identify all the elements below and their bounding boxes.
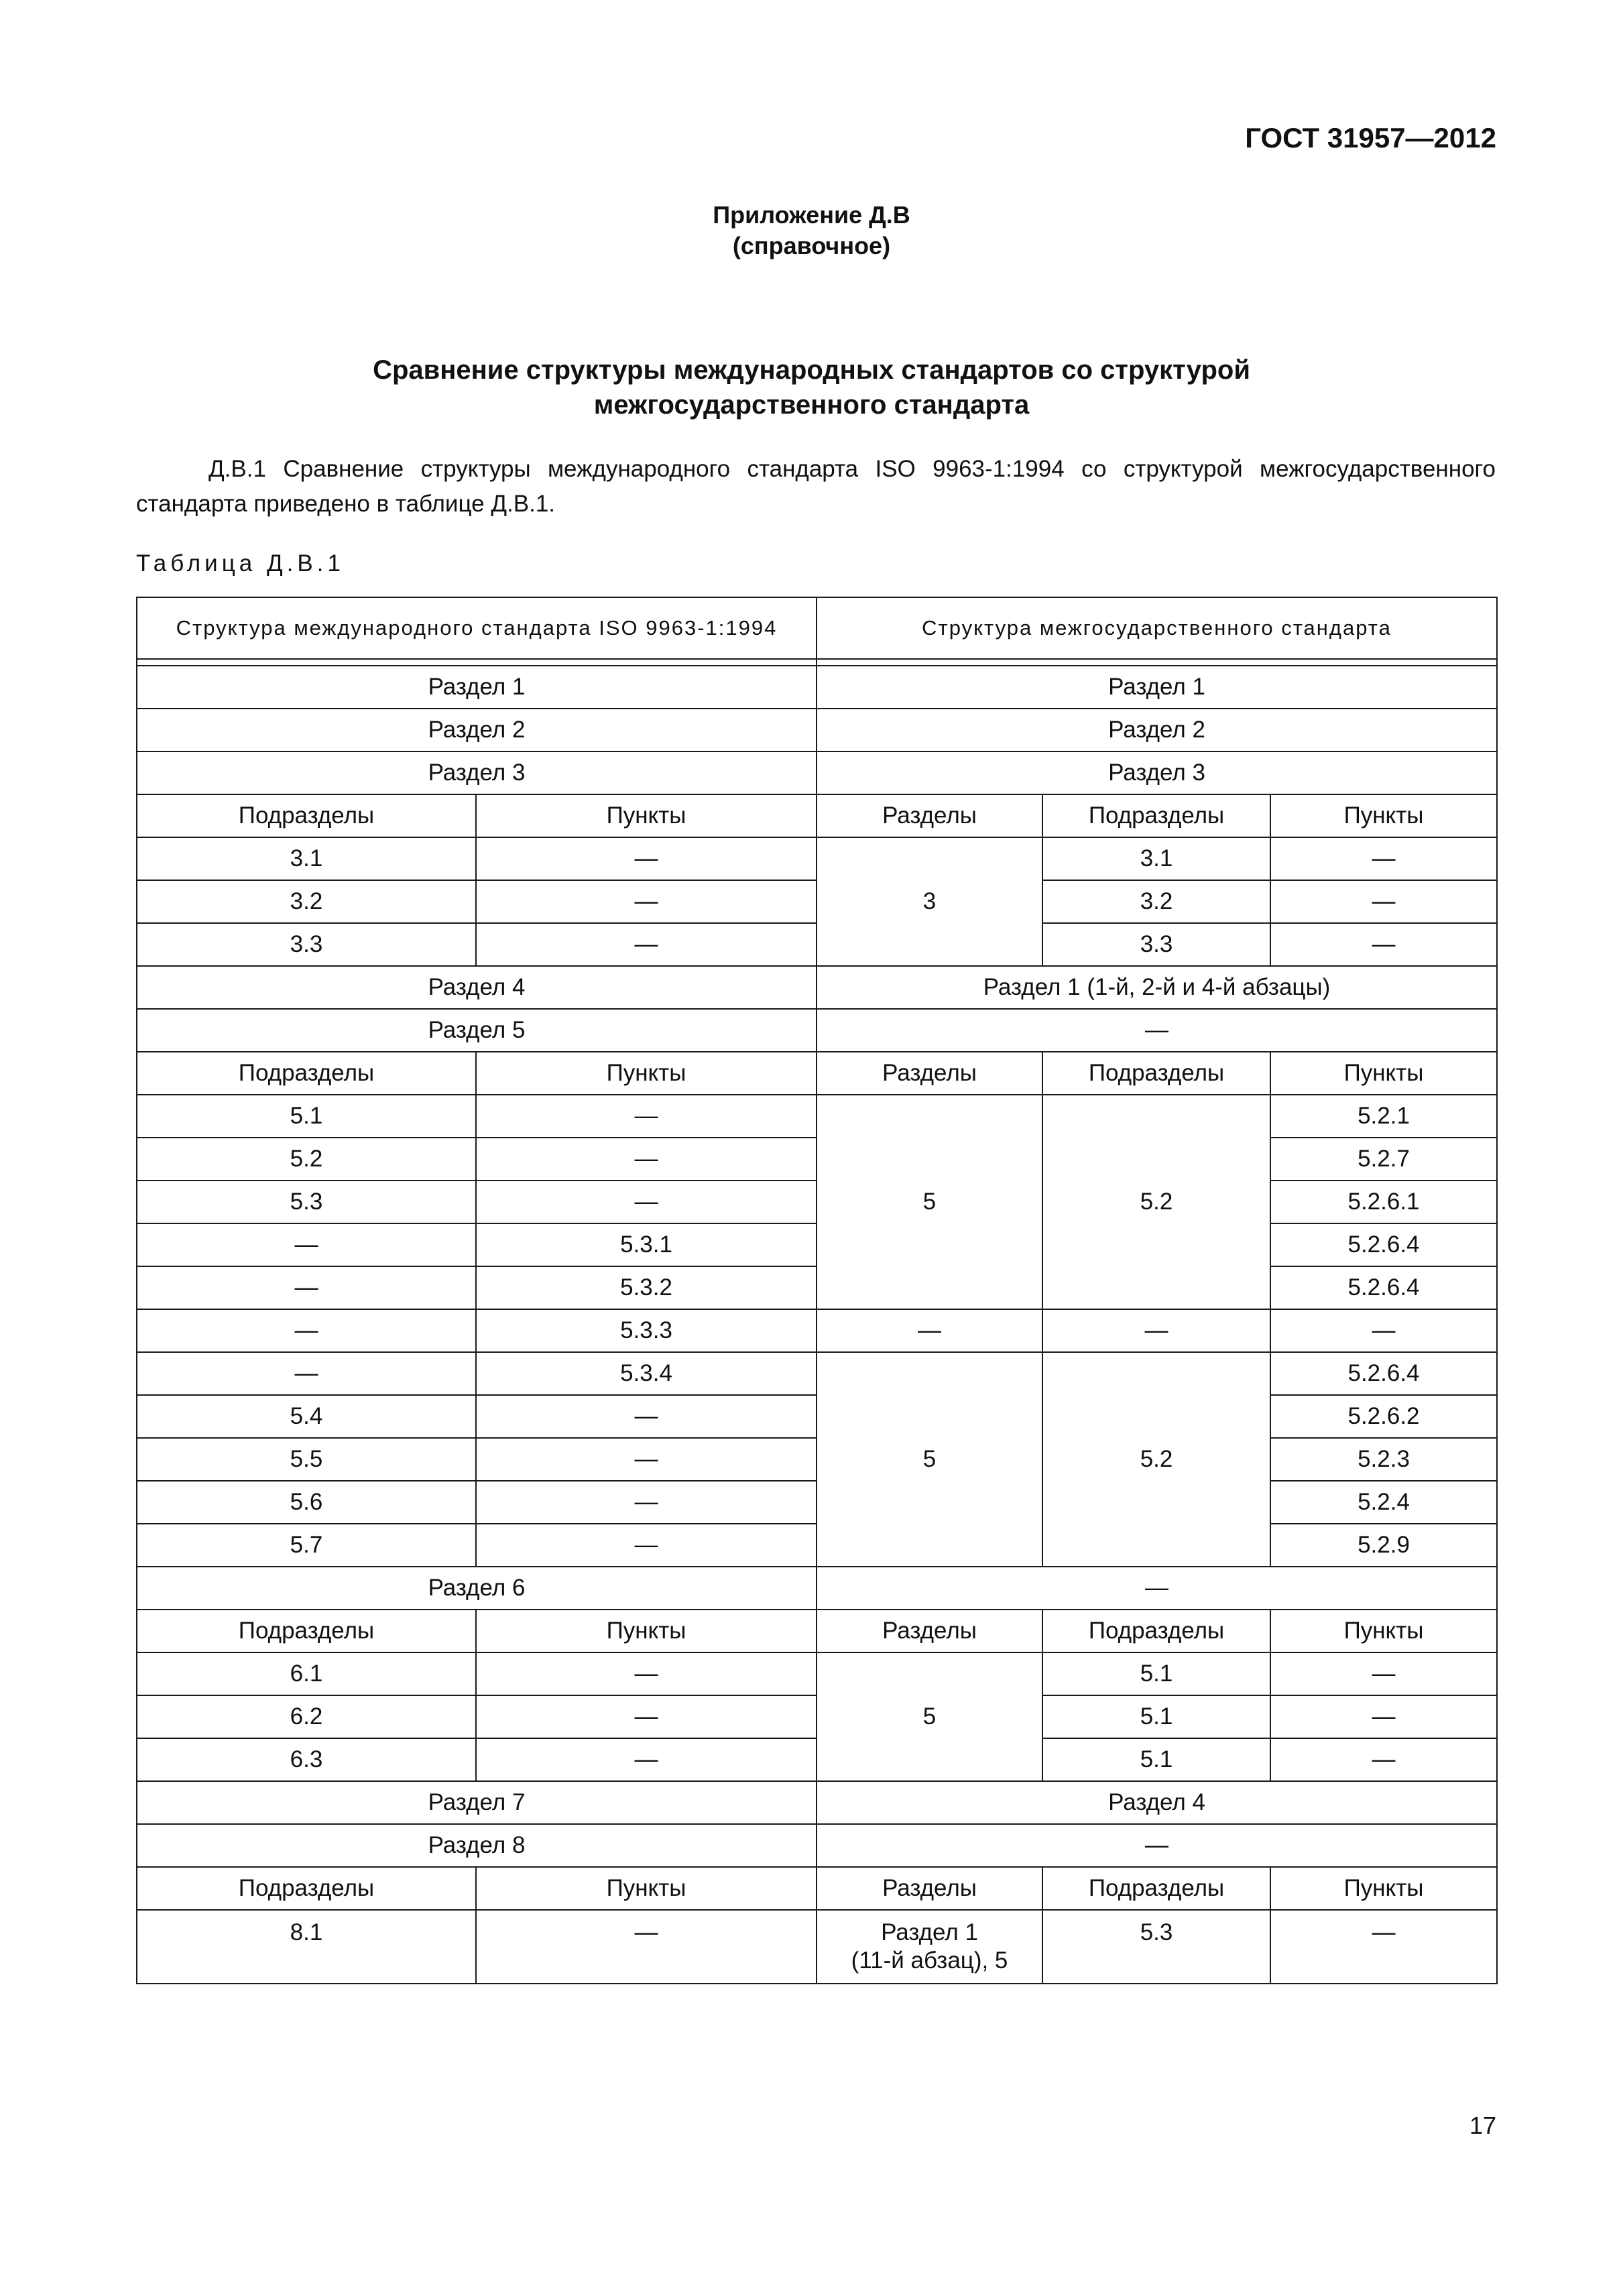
table-cell: — <box>1270 923 1497 966</box>
table-cell: — <box>817 1567 1497 1610</box>
table-cell: 6.2 <box>137 1695 476 1738</box>
table-cell: — <box>1270 1738 1497 1781</box>
appendix-title: Приложение Д.В <box>713 201 910 229</box>
table-row <box>137 837 1497 880</box>
table-cell: 5.2.1 <box>1270 1095 1497 1138</box>
section-title-line-2: межгосударственного стандарта <box>593 390 1030 420</box>
table-cell: — <box>476 1524 817 1567</box>
table-cell <box>817 1910 1042 1984</box>
table-cell: Разделы <box>817 794 1042 837</box>
table-cell: — <box>476 1095 817 1138</box>
table-cell: Раздел 3 <box>137 751 817 794</box>
table-cell: Пункты <box>476 794 817 837</box>
table-cell: 5.1 <box>1042 1738 1270 1781</box>
header-separator <box>137 659 1497 666</box>
table-cell: — <box>476 1695 817 1738</box>
table-cell: 5.2.6.4 <box>1270 1352 1497 1395</box>
structure-comparison-table <box>136 597 1498 1984</box>
table-row <box>137 1567 1497 1610</box>
page-number: 17 <box>1469 2112 1496 2139</box>
appendix-heading <box>0 200 1623 261</box>
table-cell: 5.3.4 <box>476 1352 817 1395</box>
table-cell: Разделы <box>817 1867 1042 1910</box>
table-cell: 5.2.9 <box>1270 1524 1497 1567</box>
table-cell: — <box>476 1138 817 1181</box>
intro-text: Д.В.1 Сравнение структуры международного стандарта ISO 9963-1:1994 со структурой межгосударственного стандарта приведено в таблице Д.В.1. <box>136 456 1496 517</box>
section-title <box>0 353 1623 422</box>
table-cell: Раздел 2 <box>817 709 1497 751</box>
table-cell: 6.3 <box>137 1738 476 1781</box>
table-cell: Пункты <box>1270 794 1497 837</box>
appendix-subtitle: (справочное) <box>732 232 891 259</box>
table-cell: 5.7 <box>137 1524 476 1567</box>
table-cell: Подразделы <box>137 1052 476 1095</box>
table-cell: — <box>137 1309 476 1352</box>
column-labels-row <box>137 1867 1497 1910</box>
column-labels-row <box>137 1610 1497 1652</box>
table-cell: — <box>476 1738 817 1781</box>
table-cell: Раздел 2 <box>137 709 817 751</box>
table-cell: — <box>1270 880 1497 923</box>
table-cell: — <box>476 1481 817 1524</box>
table-cell: — <box>1270 1695 1497 1738</box>
table-cell: 5.2.6.4 <box>1270 1266 1497 1309</box>
table-cell: Раздел 5 <box>137 1009 817 1052</box>
table-cell: 3.2 <box>137 880 476 923</box>
table-cell: Раздел 6 <box>137 1567 817 1610</box>
table-cell: — <box>476 1438 817 1481</box>
table-row <box>137 1009 1497 1052</box>
table-cell: Пункты <box>476 1052 817 1095</box>
table-cell: Подразделы <box>137 1867 476 1910</box>
table-cell: Разделы <box>817 1052 1042 1095</box>
table-cell: 5.2.6.4 <box>1270 1223 1497 1266</box>
table-cell: 5.2 <box>1042 1352 1270 1567</box>
table-cell: Пункты <box>1270 1610 1497 1652</box>
table-cell: 5.3.1 <box>476 1223 817 1266</box>
table-cell: 6.1 <box>137 1652 476 1695</box>
table-cell: 5 <box>817 1352 1042 1567</box>
table-cell: Подразделы <box>137 1610 476 1652</box>
table-cell: 5.5 <box>137 1438 476 1481</box>
table-cell: — <box>137 1266 476 1309</box>
table-cell: Раздел 8 <box>137 1824 817 1867</box>
table-row <box>137 1910 1497 1984</box>
table-cell: 5.2.7 <box>1270 1138 1497 1181</box>
table-cell: — <box>476 1181 817 1223</box>
table-row <box>137 966 1497 1009</box>
table-cell: 5.3.3 <box>476 1309 817 1352</box>
table-cell: Раздел 4 <box>817 1781 1497 1824</box>
table-row <box>137 1652 1497 1695</box>
table-cell: Разделы <box>817 1610 1042 1652</box>
cell-line: (11-й абзац), 5 <box>851 1947 1008 1974</box>
table-row <box>137 1309 1497 1352</box>
table-cell: Подразделы <box>1042 1610 1270 1652</box>
table-cell: Пункты <box>1270 1052 1497 1095</box>
table-cell: 5.2.3 <box>1270 1438 1497 1481</box>
table-cell: Раздел 1 <box>137 666 817 709</box>
table-cell: 5 <box>817 1652 1042 1781</box>
table-cell: — <box>476 1652 817 1695</box>
table-row <box>137 709 1497 751</box>
table-cell: 5.2.4 <box>1270 1481 1497 1524</box>
table-cell: Раздел 1 <box>817 666 1497 709</box>
table-cell: Пункты <box>476 1610 817 1652</box>
table-cell: — <box>1270 1309 1497 1352</box>
table-cell: — <box>476 923 817 966</box>
table-cell: 3.2 <box>1042 880 1270 923</box>
table-row <box>137 1352 1497 1395</box>
column-labels-row <box>137 1052 1497 1095</box>
table-cell: Раздел 4 <box>137 966 817 1009</box>
table-cell: 3.3 <box>137 923 476 966</box>
table-row <box>137 1095 1497 1138</box>
header-international: Структура международного стандарта ISO 9963-1:1994 <box>137 597 817 659</box>
table-cell: 5.2 <box>137 1138 476 1181</box>
table-cell: Раздел 3 <box>817 751 1497 794</box>
table-cell: 5.3 <box>137 1181 476 1223</box>
table-cell: 5.2 <box>1042 1095 1270 1309</box>
table-cell: 5.2.6.2 <box>1270 1395 1497 1438</box>
table-cell: 8.1 <box>137 1910 476 1984</box>
table-cell: 5.1 <box>1042 1652 1270 1695</box>
table-cell: — <box>476 880 817 923</box>
table-cell: Раздел 7 <box>137 1781 817 1824</box>
table-cell: 5.4 <box>137 1395 476 1438</box>
table-cell: — <box>1270 837 1497 880</box>
document-code: ГОСТ 31957—2012 <box>1245 122 1496 154</box>
header-interstate: Структура межгосударственного стандарта <box>817 597 1497 659</box>
table-cell: — <box>817 1824 1497 1867</box>
table-cell: 5.1 <box>1042 1695 1270 1738</box>
table-cell: — <box>1270 1910 1497 1984</box>
table-cell: 5 <box>817 1095 1042 1309</box>
table-cell: — <box>1270 1652 1497 1695</box>
table-cell: 5.3.2 <box>476 1266 817 1309</box>
table-cell: — <box>476 1910 817 1984</box>
table-cell: 3.3 <box>1042 923 1270 966</box>
table-caption: Таблица Д.В.1 <box>136 550 345 577</box>
table-cell: — <box>476 837 817 880</box>
table-cell: — <box>817 1009 1497 1052</box>
table-cell: Подразделы <box>1042 794 1270 837</box>
table-row <box>137 1781 1497 1824</box>
table-row <box>137 1824 1497 1867</box>
table-row <box>137 666 1497 709</box>
table-cell: 5.3 <box>1042 1910 1270 1984</box>
table-cell: 3.1 <box>137 837 476 880</box>
table-cell: Подразделы <box>1042 1867 1270 1910</box>
table-cell: Пункты <box>1270 1867 1497 1910</box>
table-cell: Пункты <box>476 1867 817 1910</box>
table-cell: — <box>137 1223 476 1266</box>
table-cell: — <box>1042 1309 1270 1352</box>
table-cell: — <box>137 1352 476 1395</box>
table-cell: — <box>817 1309 1042 1352</box>
table-cell: 3 <box>817 837 1042 966</box>
cell-line: Раздел 1 <box>881 1919 978 1945</box>
table-cell: Подразделы <box>137 794 476 837</box>
table-cell: Подразделы <box>1042 1052 1270 1095</box>
table-cell: — <box>476 1395 817 1438</box>
table-cell: Раздел 1 (1-й, 2-й и 4-й абзацы) <box>817 966 1497 1009</box>
table-cell: 5.1 <box>137 1095 476 1138</box>
table-cell: 3.1 <box>1042 837 1270 880</box>
table-cell: 5.2.6.1 <box>1270 1181 1497 1223</box>
table-header-row <box>137 597 1497 659</box>
section-title-line-1: Сравнение структуры международных стандартов со структурой <box>373 355 1250 385</box>
table-row <box>137 751 1497 794</box>
intro-paragraph <box>136 452 1496 522</box>
column-labels-row <box>137 794 1497 837</box>
table-cell: 5.6 <box>137 1481 476 1524</box>
